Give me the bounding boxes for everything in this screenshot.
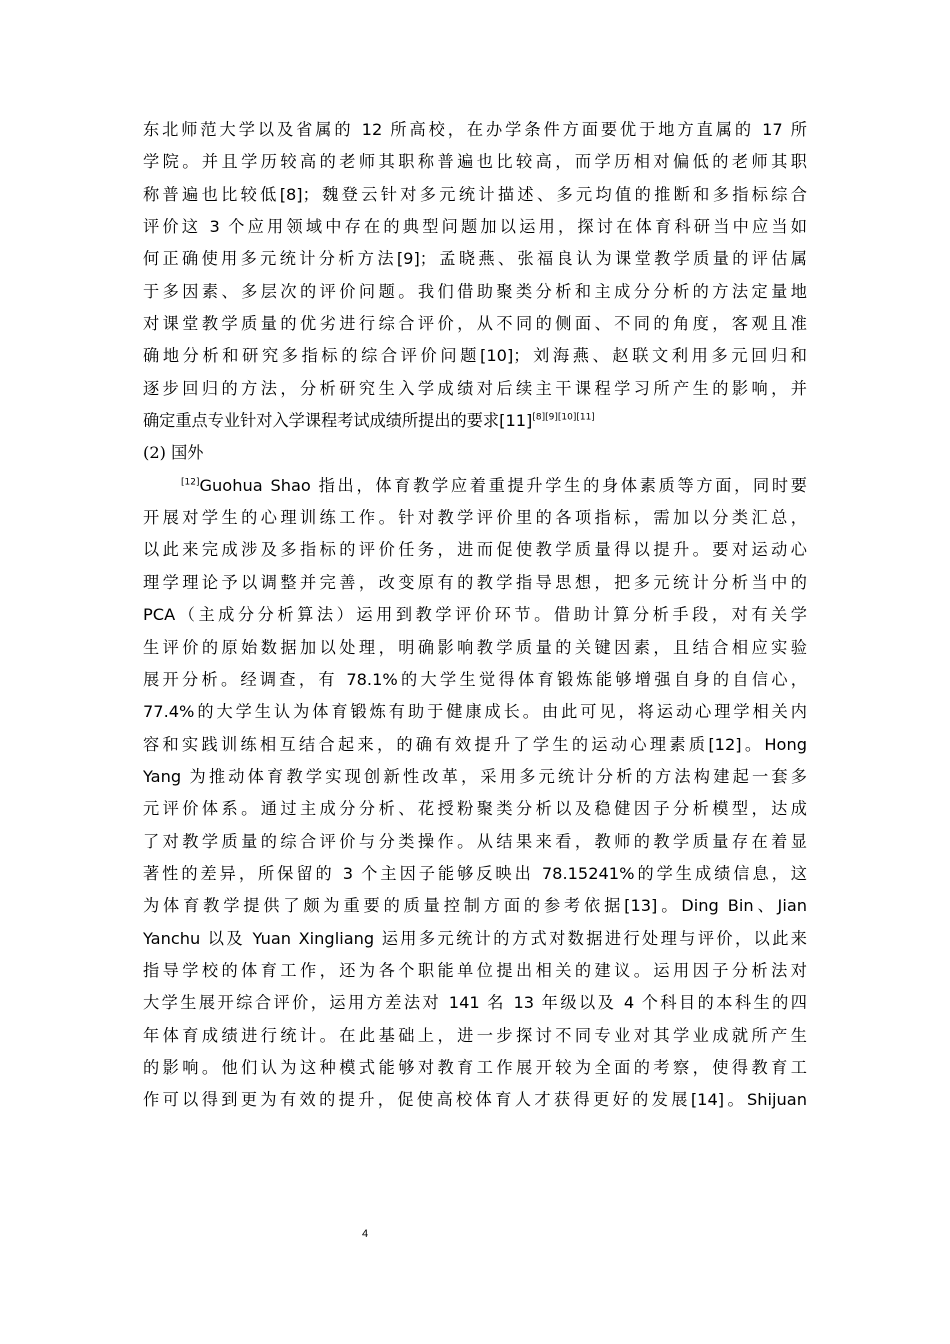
text-line: 生评价的原始数据加以处理，明确影响教学质量的关键因素，且结合相应实验 bbox=[143, 637, 807, 657]
text-line: 评价这 3 个应用领域中存在的典型问题加以运用，探讨在体育科研当中应当如 bbox=[143, 217, 807, 237]
text-line: 为体育教学提供了颇为重要的质量控制方面的参考依据[13]。Ding Bin、Jian bbox=[143, 896, 807, 916]
text-line: 开展对学生的心理训练工作。针对教学评价里的各项指标，需加以分类汇总， bbox=[143, 508, 807, 528]
text-line: 指导学校的体育工作，还为各个职能单位提出相关的建议。运用因子分析法对 bbox=[143, 960, 807, 980]
text-line: 大学生展开综合评价，运用方差法对 141 名 13 年级以及 4 个科目的本科生的四 bbox=[143, 993, 807, 1013]
text-line: 于多因素、多层次的评价问题。我们借助聚类分析和主成分分析的方法定量地 bbox=[143, 281, 807, 301]
text-line: PCA（主成分分析算法）运用到教学评价环节。借助计算分析手段，对有关学 bbox=[143, 605, 807, 625]
text-line: 确地分析和研究多指标的综合评价问题[10]；刘海燕、赵联文利用多元回归和 bbox=[143, 346, 807, 366]
citation-superscript: [12] bbox=[181, 477, 200, 488]
text-line: 的影响。他们认为这种模式能够对教育工作展开较为全面的考察，使得教育工 bbox=[143, 1057, 807, 1077]
text-line-content: Guohua Shao 指出，体育教学应着重提升学生的身体素质等方面，同时要 bbox=[199, 475, 807, 495]
text-line: 学院。并且学历较高的老师其职称普遍也比较高，而学历相对偏低的老师其职 bbox=[143, 152, 807, 172]
text-line: 对课堂教学质量的优劣进行综合评价，从不同的侧面、不同的角度，客观且准 bbox=[143, 314, 807, 334]
text-line: 著性的差异，所保留的 3 个主因子能够反映出 78.15241%的学生成绩信息，这 bbox=[143, 863, 807, 883]
document-body bbox=[143, 114, 807, 1117]
text-line-first bbox=[143, 470, 807, 502]
text-line: 东北师范大学以及省属的 12 所高校，在办学条件方面要优于地方直属的 17 所 bbox=[143, 120, 807, 139]
text-line: 以此来完成涉及多指标的评价任务，进而促使教学质量得以提升。要对运动心 bbox=[143, 540, 807, 560]
citation-superscript: [8][9][10][11] bbox=[532, 412, 595, 423]
text-line: 了对教学质量的综合评价与分类操作。从结果来看，教师的教学质量存在着显 bbox=[143, 831, 807, 851]
text-line: 称普遍也比较低[8]；魏登云针对多元统计描述、多元均值的推断和多指标综合 bbox=[143, 184, 807, 204]
paragraph-foreign-review bbox=[143, 470, 807, 1117]
paragraph-domestic-review bbox=[143, 114, 807, 437]
page-number: 4 bbox=[361, 1228, 369, 1240]
text-line: 逐步回归的方法，分析研究生入学成绩对后续主干课程学习所产生的影响，并 bbox=[143, 378, 807, 398]
section-heading: (2) 国外 bbox=[143, 443, 204, 463]
text-line: 元评价体系。通过主成分分析、花授粉聚类分析以及稳健因子分析模型，达成 bbox=[143, 799, 807, 819]
text-line: 容和实践训练相互结合起来，的确有效提升了学生的运动心理素质[12]。Hong bbox=[143, 734, 807, 754]
text-line-last bbox=[143, 405, 807, 437]
text-line-content: 确定重点专业针对入学课程考试成绩所提出的要求[11] bbox=[143, 411, 533, 431]
text-line: 理学理论予以调整并完善，改变原有的教学指导思想，把多元统计分析当中的 bbox=[143, 572, 807, 592]
text-line: 作可以得到更为有效的提升，促使高校体育人才获得更好的发展[14]。Shijuan bbox=[143, 1090, 807, 1110]
text-line: Yang 为推动体育教学实现创新性改革，采用多元统计分析的方法构建起一套多 bbox=[143, 766, 807, 786]
text-line: 展开分析。经调查，有 78.1%的大学生觉得体育锻炼能够增强自身的自信心， bbox=[143, 669, 807, 689]
text-line: Yanchu 以及 Yuan Xingliang 运用多元统计的方式对数据进行处理与评价，以此来 bbox=[143, 928, 807, 948]
text-line: 77.4%的大学生认为体育锻炼有助于健康成长。由此可见，将运动心理学相关内 bbox=[143, 702, 807, 722]
text-line: 年体育成绩进行统计。在此基础上，进一步探讨不同专业对其学业成就所产生 bbox=[143, 1025, 807, 1045]
text-line: 何正确使用多元统计分析方法[9]；孟晓燕、张福良认为课堂教学质量的评估属 bbox=[143, 249, 807, 269]
